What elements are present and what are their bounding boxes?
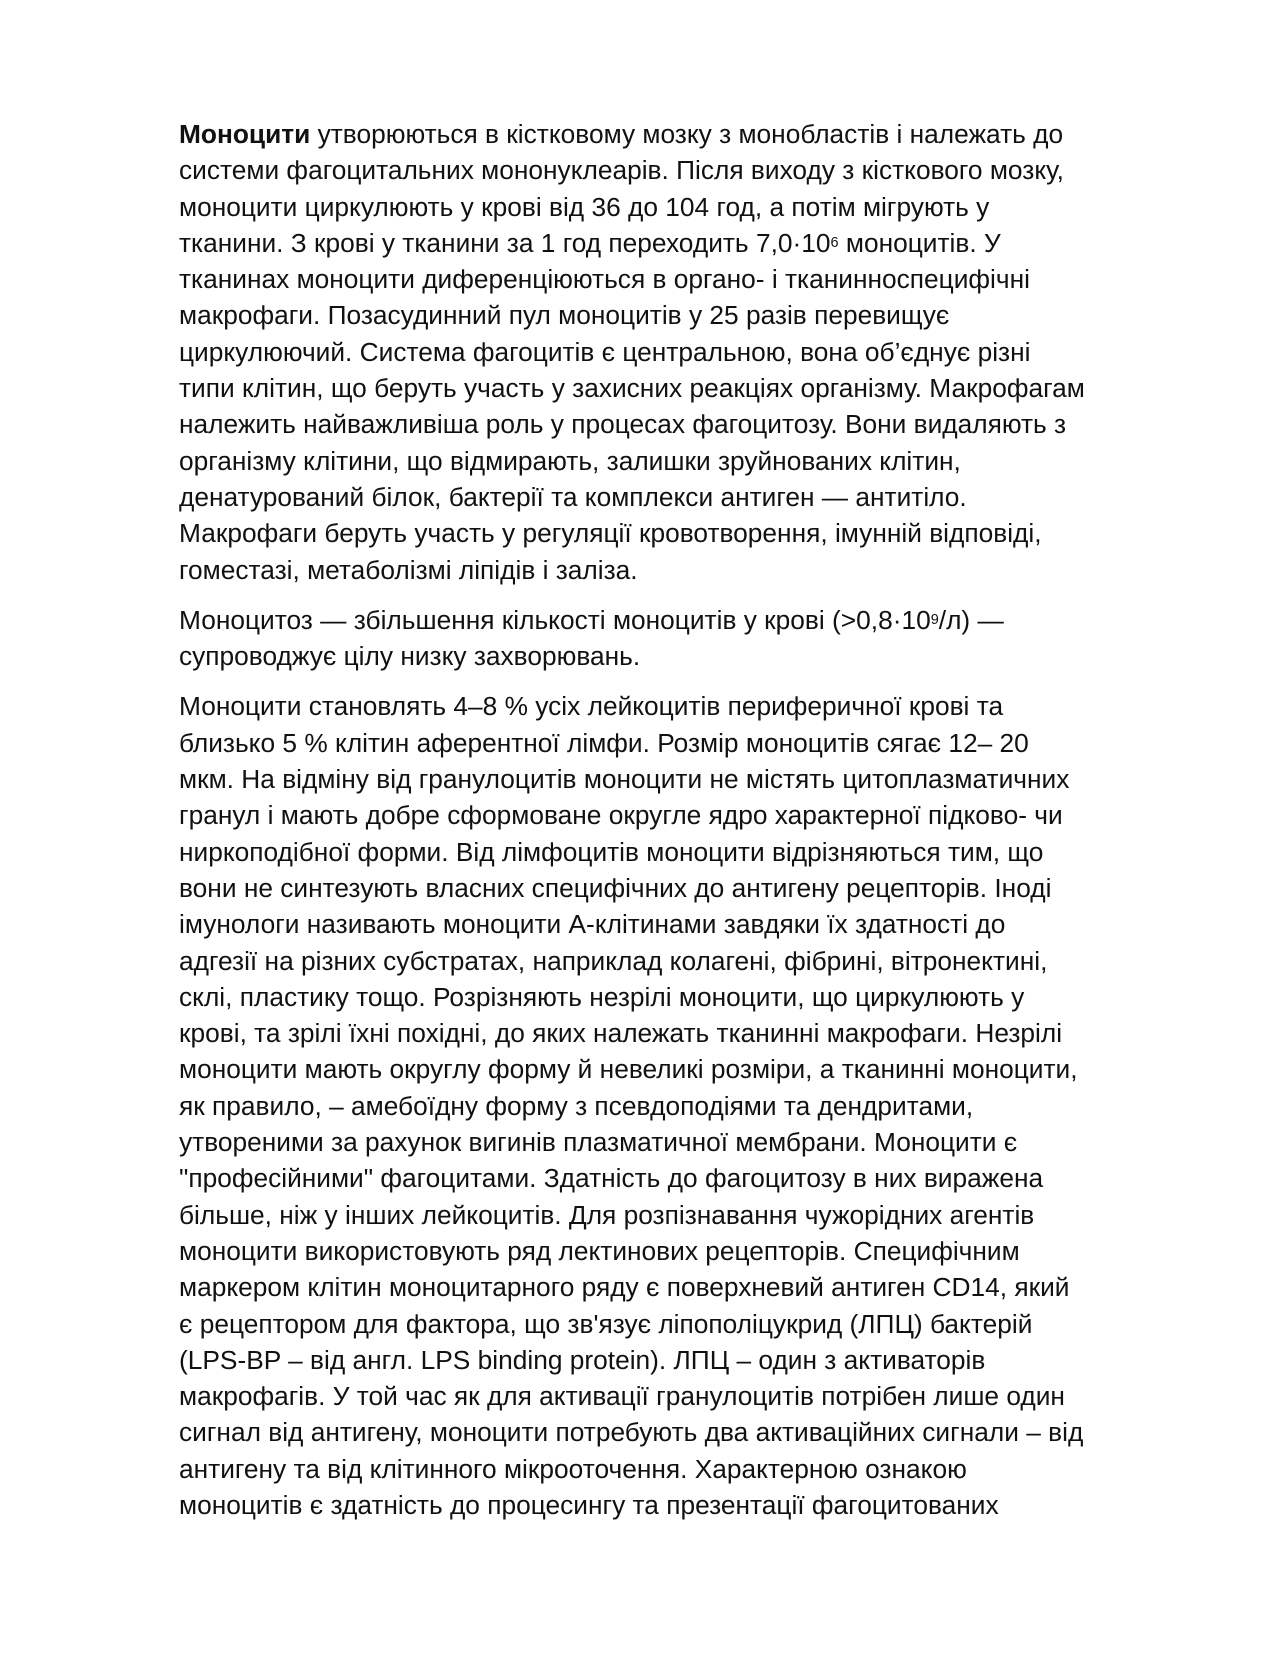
text-line xyxy=(179,1306,1189,1342)
text-line xyxy=(179,906,1189,942)
text-line xyxy=(179,1160,1189,1196)
superscript-exponent: 6 xyxy=(830,234,839,251)
text-line xyxy=(179,1197,1189,1233)
text-segment: Моноцитоз — збільшення кількості моноцитів у крові (>0,8·10 xyxy=(179,604,931,635)
text-line xyxy=(179,261,1189,297)
text-line xyxy=(179,189,1189,225)
text-segment: (LPS-BP – від англ. LPS binding protein). ЛПЦ – один з активаторів xyxy=(179,1344,986,1375)
text-line xyxy=(179,870,1189,906)
text-segment: вони не синтезують власних специфічних до антигену рецепторів. Іноді xyxy=(179,872,1052,903)
text-segment: Макрофаги беруть участь у регуляції кровотворення, імунній відповіді, xyxy=(179,518,1042,549)
text-segment: крові, та зрілі їхні похідні, до яких належать тканинні макрофаги. Незрілі xyxy=(179,1018,1063,1049)
text-segment: циркулюючий. Система фагоцитів є центральною, вона об’єднує різні xyxy=(179,336,1031,367)
text-line xyxy=(179,406,1189,442)
text-line xyxy=(179,297,1189,333)
text-segment: сигнал від антигену, моноцити потребують два активаційних сигнали – від xyxy=(179,1417,1084,1448)
text-line xyxy=(179,1342,1189,1378)
text-line xyxy=(179,1487,1189,1523)
text-segment: тканини. З крові у тканини за 1 год переходить 7,0·10 xyxy=(179,227,831,258)
text-line xyxy=(179,1378,1189,1414)
text-line xyxy=(179,1233,1189,1269)
text-segment: моноцити мають округлу форму й невеликі розміри, а тканинні моноцити, xyxy=(179,1054,1078,1085)
text-line xyxy=(179,1269,1189,1305)
text-line xyxy=(179,1414,1189,1450)
document-page xyxy=(179,116,1189,1537)
text-segment: більше, ніж у інших лейкоцитів. Для розпізнавання чужорідних агентів xyxy=(179,1199,1035,1230)
text-segment: утворюються в кістковому мозку з монобластів і належать до xyxy=(310,119,1064,149)
text-segment: Моноцити становлять 4–8 % усіх лейкоцитів периферичної крові та xyxy=(179,691,1004,722)
text-segment: моноцитів є здатність до процесингу та презентації фагоцитованих xyxy=(179,1489,999,1520)
text-line xyxy=(179,1015,1189,1051)
text-line xyxy=(179,443,1189,479)
paragraph-1 xyxy=(179,116,1189,588)
superscript-exponent: 9 xyxy=(930,611,939,628)
text-segment: мкм. На відміну від гранулоцитів моноцити не містять цитоплазматичних xyxy=(179,764,1070,795)
text-line xyxy=(179,552,1189,588)
text-segment: типи клітин, що беруть участь у захисних реакціях організму. Макрофагам xyxy=(179,373,1085,404)
text-line xyxy=(179,761,1189,797)
text-segment: "професійними" фагоцитами. Здатність до фагоцитозу в них виражена xyxy=(179,1163,1044,1194)
text-segment: макрофаги. Позасудинний пул моноцитів у 25 разів перевищує xyxy=(179,300,950,331)
text-segment: /л) — xyxy=(938,604,1004,635)
text-line xyxy=(179,1051,1189,1087)
text-line xyxy=(179,515,1189,551)
text-segment: гоместазі, метаболізмі ліпідів і заліза. xyxy=(179,554,638,585)
text-segment: макрофагів. У той час як для активації гранулоцитів потрібен лише один xyxy=(179,1381,1065,1412)
text-segment: імунологи називають моноцити А-клітинами завдяки їх здатності до xyxy=(179,909,1006,940)
text-segment: утвореними за рахунок вигинів плазматичної мембрани. Моноцити є xyxy=(179,1127,1018,1158)
text-segment: моноцити використовують ряд лектинових рецепторів. Специфічним xyxy=(179,1235,1020,1266)
text-segment: склі, пластику тощо. Розрізняють незрілі моноцити, що циркулюють у xyxy=(179,981,1025,1012)
text-line xyxy=(179,370,1189,406)
text-segment: близько 5 % клітин аферентної лімфи. Розмір моноцитів сягає 12– 20 xyxy=(179,727,1029,758)
text-segment: організму клітини, що відмирають, залишки зруйнованих клітин, xyxy=(179,445,961,476)
paragraph-3 xyxy=(179,688,1189,1523)
text-line xyxy=(179,225,1189,261)
text-segment: тканинах моноцити диференціюються в органо- і тканинноспецифічні xyxy=(179,264,1030,295)
text-line xyxy=(179,979,1189,1015)
text-line xyxy=(179,602,1189,638)
text-line xyxy=(179,334,1189,370)
text-segment: моноцити циркулюють у крові від 36 до 104 год, а потім мігрують у xyxy=(179,191,990,222)
text-segment: системи фагоцитальних мононуклеарів. Після виходу з кісткового мозку, xyxy=(179,155,1064,186)
text-segment: гранул і мають добре сформоване округле ядро характерної підково- чи xyxy=(179,800,1063,831)
text-segment: адгезії на різних субстратах, наприклад колагені, фібрині, вітронектині, xyxy=(179,945,1048,976)
text-line xyxy=(179,688,1189,724)
text-segment: супроводжує цілу низку захворювань. xyxy=(179,641,641,672)
text-line xyxy=(179,1088,1189,1124)
text-line xyxy=(179,152,1189,188)
text-segment: є рецептором для фактора, що зв'язує ліпополіцукрид (ЛПЦ) бактерій xyxy=(179,1308,1033,1339)
text-line xyxy=(179,638,1189,674)
text-line xyxy=(179,479,1189,515)
bold-term: Моноцити xyxy=(179,119,311,149)
text-line xyxy=(179,116,1189,152)
text-line xyxy=(179,1451,1189,1487)
text-segment: маркером клітин моноцитарного ряду є поверхневий антиген CD14, який xyxy=(179,1272,1070,1303)
text-segment: моноцитів. У xyxy=(838,227,1001,258)
text-segment: як правило, – амебоїдну форму з псевдоподіями та дендритами, xyxy=(179,1090,974,1121)
text-line xyxy=(179,943,1189,979)
text-segment: належить найважливіша роль у процесах фагоцитозу. Вони видаляють з xyxy=(179,409,1067,440)
text-line xyxy=(179,797,1189,833)
text-segment: денатурований білок, бактерії та комплекси антиген — антитіло. xyxy=(179,481,967,512)
text-segment: ниркоподібної форми. Від лімфоцитів моноцити відрізняються тим, що xyxy=(179,836,1044,867)
paragraph-2 xyxy=(179,602,1189,675)
text-line xyxy=(179,834,1189,870)
text-line xyxy=(179,725,1189,761)
text-segment: антигену та від клітинного мікрооточення. Характерною ознакою xyxy=(179,1453,967,1484)
text-line xyxy=(179,1124,1189,1160)
